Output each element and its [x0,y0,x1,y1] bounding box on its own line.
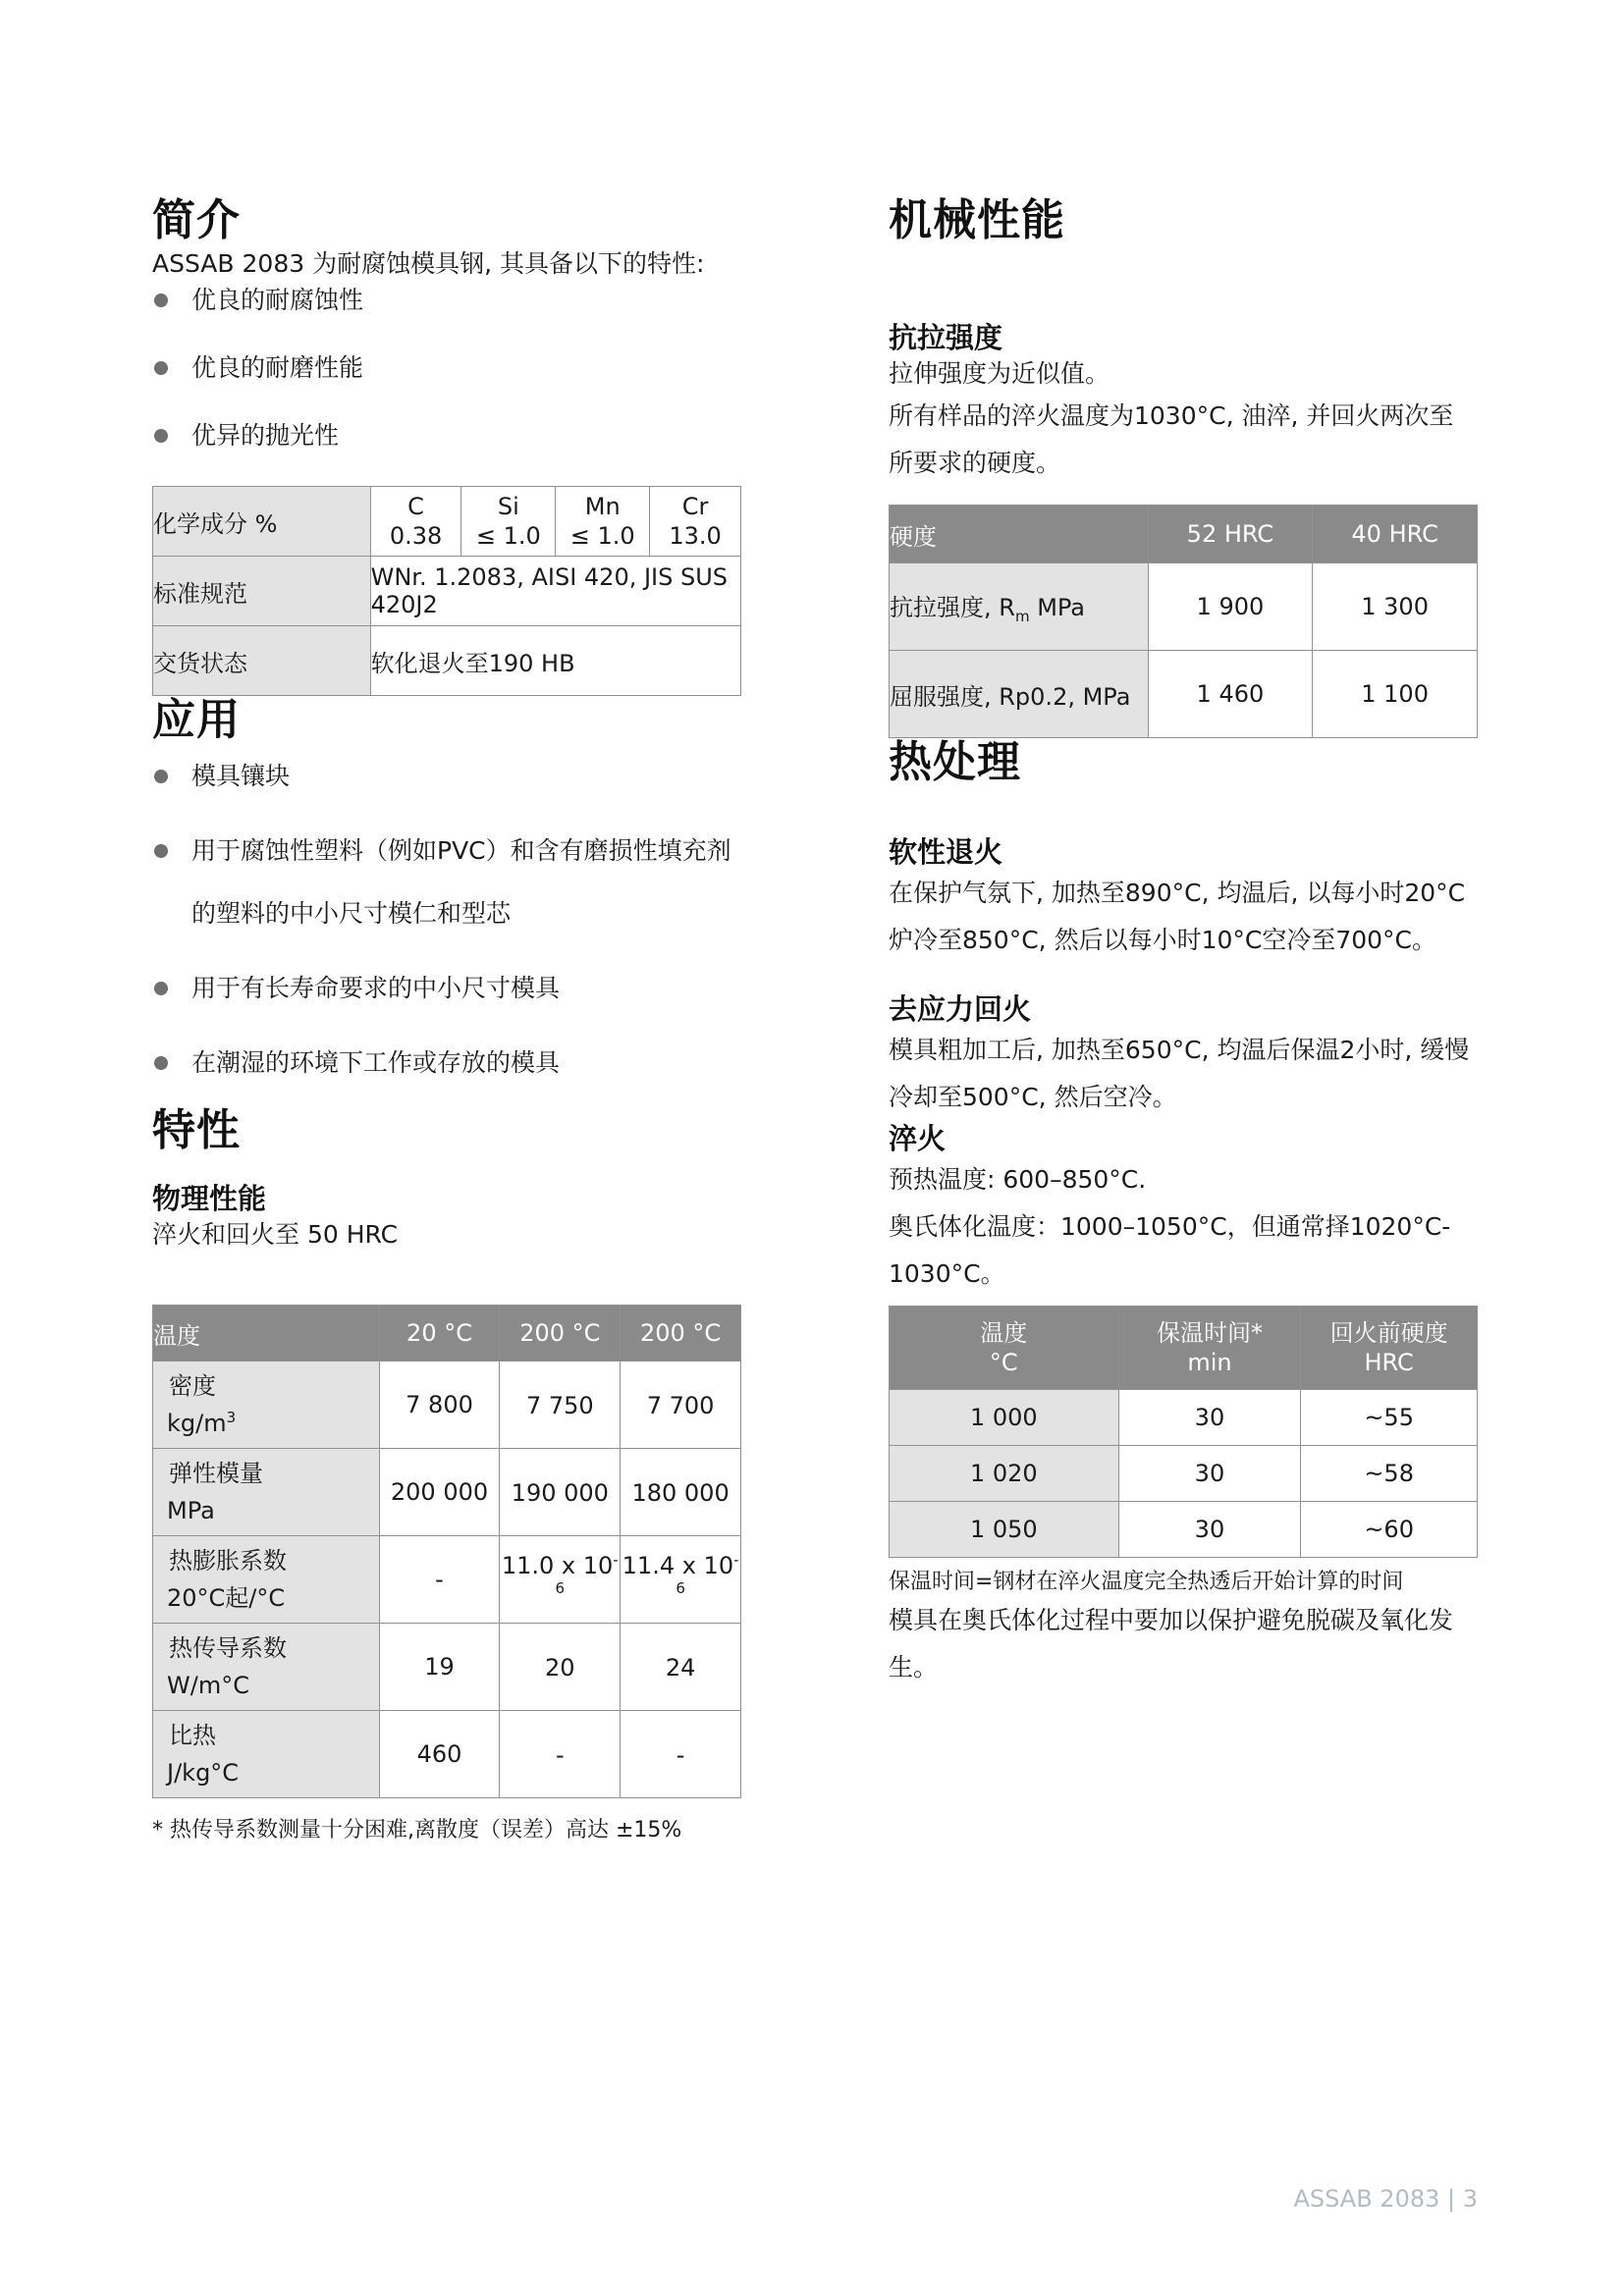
property-unit: W/m°C [167,1672,249,1699]
bullet-icon [154,770,168,783]
table-row [153,1624,741,1711]
mechanical-title: 机械性能 [889,195,1065,245]
bullet-icon [154,1056,168,1070]
property-name: 密度 [169,1372,216,1400]
value-cell: 1 300 [1313,563,1478,651]
hardening-table-footnote: 保温时间=钢材在淬火温度完全热透后开始计算的时间 [889,1570,1404,1594]
table-row [153,626,741,696]
austenitizing-protection-note: 模具在奥氏体化过程中要加以保护避免脱碳及氧化发生。 [889,1606,1454,1682]
hardening-title: 淬火 [889,1122,947,1155]
property-name: 热膨胀系数 [169,1547,287,1575]
property-unit: $kg/m^3$ [167,1409,237,1437]
element-symbol: C [407,493,424,520]
table-row [890,651,1478,738]
table-row [890,1446,1478,1502]
property-name: 热传导系数 [169,1634,287,1662]
bullet-icon [154,844,168,858]
list-item [152,283,741,318]
bullet-text: 用于腐蚀性塑料（例如PVC）和含有磨损性填充剂的塑料的中小尺寸模仁和型芯 [191,836,731,928]
applications-bullet-list [152,745,741,1095]
value-cell: 30 [1118,1446,1301,1502]
composition-table [152,486,741,696]
bullet-icon [154,294,168,307]
bullet-text: 优异的抛光性 [191,421,340,450]
standards-value-cell: WNr. 1.2083, AISI 420, JIS SUS 420J2 [370,557,740,626]
bullet-text: 优良的耐腐蚀性 [191,286,364,314]
hardness-header-cell: 硬度 [890,506,1149,563]
composition-label-cell: 化学成分 % [153,487,371,557]
soft-annealing-title: 软性退火 [889,835,1003,869]
value-cell: ~60 [1301,1502,1478,1558]
temperature-header-cell: 温度 [153,1306,380,1362]
tensile-note-1: 拉伸强度为近似值。 [889,359,1110,388]
col-header-200c: 200 °C [500,1306,621,1362]
element-value: 13.0 [669,522,722,550]
value-cell: - [379,1536,500,1624]
element-symbol: Si [497,493,519,520]
element-cell-c [370,487,461,557]
soft-annealing-text: 在保护气氛下, 加热至890°C, 均温后, 以每小时20°C炉冷至850°C, 然后以每小时10°C空冷至700°C。 [889,879,1466,954]
element-symbol: Mn [584,493,621,520]
standards-label-cell: 标准规范 [153,557,371,626]
temp-cell: 1 020 [890,1446,1119,1502]
bullet-icon [154,429,168,443]
table-header-row [890,1307,1478,1390]
bullet-text: 模具镶块 [191,762,291,790]
value-cell: ~55 [1301,1390,1478,1446]
value-cell: 1 900 [1148,563,1313,651]
property-label-cell [153,1536,380,1624]
col-header-20c: 20 °C [379,1306,500,1362]
mechanical-properties-table [889,505,1478,738]
value-cell: 180 000 [621,1449,741,1536]
applications-title: 应用 [152,695,241,745]
table-row [153,1449,741,1536]
value-cell: 11.4 x $10^{-6}$ [621,1536,741,1624]
list-item [152,957,741,1020]
list-item [152,1032,741,1095]
table-row [153,1362,741,1449]
bullet-icon [154,361,168,375]
delivery-label-cell: 交货状态 [153,626,371,696]
value-cell: 11.0 x $10^{-6}$ [500,1536,621,1624]
value-cell: - [621,1711,741,1798]
right-column [889,196,1478,1691]
heat-treatment-title: 热处理 [889,737,1021,787]
value-cell: 1 460 [1148,651,1313,738]
stress-relieving-title: 去应力回火 [889,992,1032,1026]
bullet-text: 用于有长寿命要求的中小尺寸模具 [191,974,561,1002]
value-cell: 7 700 [621,1362,741,1449]
soaking-time-header-cell: 保温时间* min [1118,1307,1301,1390]
tensile-strength-title: 抗拉强度 [889,321,1003,354]
element-cell-si [461,487,556,557]
property-name: 比热 [169,1722,216,1749]
physical-properties-table [152,1305,741,1798]
value-cell: 460 [379,1711,500,1798]
austenitizing-line: 奥氏体化温度：1000–1050°C，但通常择1020°C-1030°C。 [889,1212,1451,1288]
property-label-cell [153,1449,380,1536]
delivery-value-cell: 软化退火至190 HB [370,626,740,696]
value-cell: ~58 [1301,1446,1478,1502]
left-column [152,196,741,1845]
table-row [890,1502,1478,1558]
physical-properties-title: 物理性能 [152,1182,267,1215]
table-row [153,487,741,557]
property-unit: J/kg°C [167,1759,240,1787]
property-label-cell [153,1711,380,1798]
intro-bullet-list [152,283,741,454]
bullet-text: 优良的耐磨性能 [191,353,364,382]
list-item [152,350,741,386]
element-value: ≤ 1.0 [475,522,541,550]
element-value: 0.38 [389,522,443,550]
temp-header-cell: 温度 °C [890,1307,1119,1390]
table-header-row [890,506,1478,563]
list-item [152,745,741,808]
property-label-cell [153,1624,380,1711]
physical-properties-note: 淬火和回火至 50 HRC [152,1220,399,1249]
table-row [153,557,741,626]
value-cell: 7 750 [500,1362,621,1449]
intro-lead: ASSAB 2083 为耐腐蚀模具钢, 其具备以下的特性: [152,249,705,278]
hardening-table [889,1306,1478,1558]
tensile-note-2: 所有样品的淬火温度为1030°C, 油淬, 并回火两次至所要求的硬度。 [889,401,1454,477]
stress-relieving-text: 模具粗加工后, 加热至650°C, 均温后保温2小时, 缓慢冷却至500°C, 然后空冷。 [889,1036,1470,1111]
property-name: 弹性模量 [169,1460,263,1487]
yield-row-label: 屈服强度, Rp0.2, MPa [890,651,1149,738]
element-cell-mn [556,487,650,557]
property-unit: MPa [167,1497,215,1524]
value-cell: - [500,1711,621,1798]
value-cell: 30 [1118,1390,1301,1446]
table-row [153,1711,741,1798]
physical-table-footnote: * 热传导系数测量十分困难,离散度（误差）高达 ±15% [152,1818,682,1842]
hardness-before-temper-header-cell: 回火前硬度 HRC [1301,1307,1478,1390]
value-cell: 19 [379,1624,500,1711]
page-footer: ASSAB 2083 | 3 [1293,2185,1478,2213]
list-item [152,418,741,454]
element-cell-cr [650,487,741,557]
temp-cell: 1 000 [890,1390,1119,1446]
value-cell: 190 000 [500,1449,621,1536]
col-header-52hrc: 52 HRC [1148,506,1313,563]
characteristics-title: 特性 [152,1105,241,1155]
property-unit: 20°C起/°C [167,1584,286,1612]
col-header-40hrc: 40 HRC [1313,506,1478,563]
bullet-text: 在潮湿的环境下工作或存放的模具 [191,1048,561,1077]
property-label-cell [153,1362,380,1449]
col-header-200c-2: 200 °C [621,1306,741,1362]
hardening-text [889,1156,1478,1298]
tensile-row-label: 抗拉强度, $R_m$ MPa [890,563,1149,651]
value-cell: 1 100 [1313,651,1478,738]
table-row [890,1390,1478,1446]
value-cell: 7 800 [379,1362,500,1449]
list-item [152,820,741,945]
element-value: ≤ 1.0 [569,522,635,550]
preheat-line: 预热温度: 600–850°C. [889,1165,1147,1194]
element-symbol: Cr [681,493,709,520]
table-row [890,563,1478,651]
table-row [153,1536,741,1624]
value-cell: 200 000 [379,1449,500,1536]
value-cell: 24 [621,1624,741,1711]
value-cell: 20 [500,1624,621,1711]
intro-title: 简介 [152,195,241,245]
bullet-icon [154,982,168,995]
temp-cell: 1 050 [890,1502,1119,1558]
value-cell: 30 [1118,1502,1301,1558]
table-header-row [153,1306,741,1362]
